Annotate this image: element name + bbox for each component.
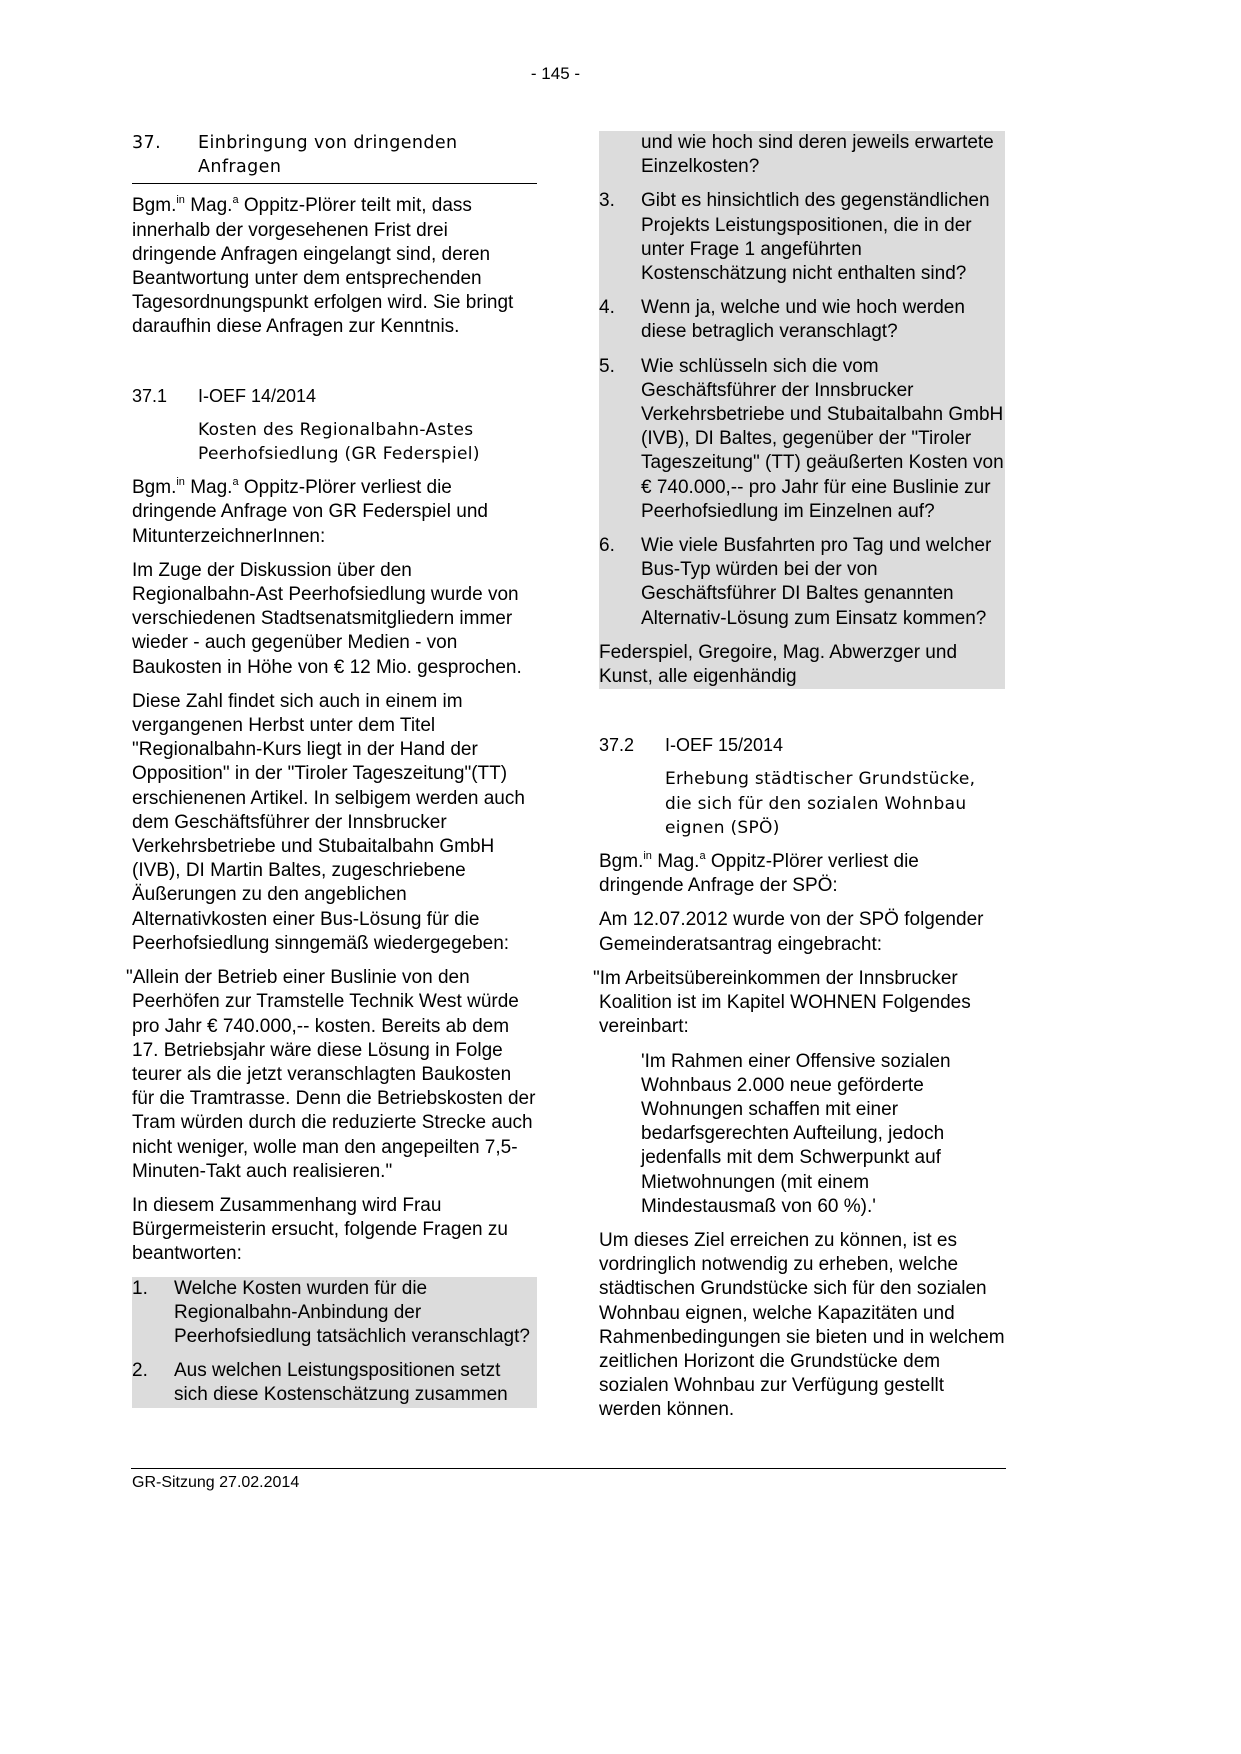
reading-paragraph-2: Bgm.$^{in}$ Mag.$^a$ Oppitz-Plörer verliest die dringende Anfrage der SPÖ: xyxy=(599,850,919,897)
question-item: 6. Wie viele Busfahrten pro Tag und welcher Bus-Typ würden bei der von Geschäftsführer DI Baltes genannten Alternativ-Lösung zum Einsatz kommen? xyxy=(599,535,992,629)
subsection-heading-37-2: 37.2 I-OEF 15/2014 xyxy=(599,735,784,756)
reading-paragraph-1: Bgm.$^{in}$ Mag.$^a$ Oppitz-Plörer verliest die dringende Anfrage von GR Federspiel und MitunterzeichnerInnen: xyxy=(132,476,488,547)
footer-text: GR-Sitzung 27.02.2014 xyxy=(132,1474,300,1491)
subsection-heading-37-1: 37.1 I-OEF 14/2014 xyxy=(132,385,317,406)
body-paragraph-5: Um dieses Ziel erreichen zu können, ist es vordringlich notwendig zu erheben, welche städtischen Grundstücke sich für den sozialen Wohnbau eignen, welche Kapazitäten und Rahmenbedingungen sie bieten und in welchem zeitlichen Horizont die Grundstücke dem sozialen Wohnbau zur Verfügung gestellt werden können. xyxy=(599,1229,1005,1421)
intro-paragraph: Bgm.$^{in}$ Mag.$^a$ Oppitz-Plörer teilt mit, dass innerhalb der vorgesehenen Frist drei dringende Anfragen eingelangt sind, deren Beantwortung unter dem entsprechenden Tagesordnungspunkt erfolgen wird. Sie bringt daraufhin diese Anfragen zur Kenntnis. xyxy=(132,194,514,338)
footer-rule xyxy=(131,1468,1006,1469)
section-title: Einbringung von dringenden Anfragen xyxy=(198,133,458,178)
inner-quote: 'Im Rahmen einer Offensive sozialen Wohnbaus 2.000 neue geförderte Wohnungen schaffen mit einer bedarfsgerechten Aufteilung, jedoch jedenfalls mit dem Schwerpunkt auf Mietwohnungen (mit einem Mindestausmaß von 60 %).' xyxy=(641,1050,951,1217)
page-number: - 145 - xyxy=(530,64,581,83)
question-item: 3. Gibt es hinsichtlich des gegenständlichen Projekts Leistungspositionen, die in der unter Frage 1 angeführten Kostenschätzung nicht enthalten sind? xyxy=(599,190,990,285)
question-item-continued: und wie hoch sind deren jeweils erwartete Einzelkosten? xyxy=(641,132,994,178)
subsection-title-37-1: Kosten des Regionalbahn-Astes Peerhofsiedlung (GR Federspiel) xyxy=(198,419,480,465)
quote-paragraph: "Allein der Betrieb einer Buslinie von den Peerhöfen zur Tramstelle Technik West würde pro Jahr € 740.000,-- kosten. Bereits ab dem 17. Betriebsjahr wäre diese Lösung in Folge teurer als die jetzt veranschlagten Baukosten für die Tramtrasse. Denn die Betriebskosten der Tram würden durch die reduzierte Strecke auch nicht weniger, wolle man den angepeilten 7,5-Minuten-Takt auch realisieren." xyxy=(126,967,536,1182)
body-paragraph-2: Diese Zahl findet sich auch in einem im vergangenen Herbst unter dem Titel "Regionalbahn-Kurs liegt in der Hand der Opposition" in der "Tiroler Tageszeitung"(TT) erschienenen Artikel. In selbigem werden auch dem Geschäftsführer der Innsbrucker Verkehrsbetriebe und Stubaitalbahn GmbH (IVB), DI Martin Baltes, zugeschriebene Äußerungen zu den angeblichen Alternativkosten einer Bus-Lösung für die Peerhofsiedlung sinngemäß wiedergegeben: xyxy=(132,690,525,954)
signatures: Federspiel, Gregoire, Mag. Abwerzger und Kunst, alle eigenhändig xyxy=(599,641,958,688)
question-item: 5. Wie schlüsseln sich die vom Geschäftsführer der Innsbrucker Verkehrsbetriebe und Stubaitalbahn GmbH (IVB), DI Baltes, gegenüber der "Tiroler Tageszeitung" (TT) geäußerten Kosten von € 740.000,-- pro Jahr für eine Buslinie zur Peerhofsiedlung im Einzelnen auf? xyxy=(599,355,1004,522)
question-item: 4. Wenn ja, welche und wie hoch werden diese betraglich veranschlagt? xyxy=(599,297,965,343)
body-paragraph-4: Am 12.07.2012 wurde von der SPÖ folgender Gemeinderatsantrag eingebracht: xyxy=(599,909,984,955)
section-heading xyxy=(132,131,537,184)
section-number: 37. xyxy=(132,133,162,153)
left-column xyxy=(126,131,537,1408)
question-block-left xyxy=(132,1277,537,1408)
right-column xyxy=(593,131,1005,1423)
body-paragraph-3: In diesem Zusammenhang wird Frau Bürgermeisterin ersucht, folgende Fragen zu beantworten: xyxy=(132,1194,508,1265)
subsection-title-37-2: Erhebung städtischer Grundstücke, die sich für den sozialen Wohnbau eignen (SPÖ) xyxy=(665,769,976,838)
question-block-right xyxy=(599,131,1005,689)
body-paragraph-1: Im Zuge der Diskussion über den Regionalbahn-Ast Peerhofsiedlung wurde von verschiedenen Stadtsenatsmitgliedern immer wieder - auch gegenüber Medien - von Baukosten in Höhe von € 12 Mio. gesprochen. xyxy=(132,559,522,678)
question-item: 1. Welche Kosten wurden für die Regionalbahn-Anbindung der Peerhofsiedlung tatsächlich veranschlagt? xyxy=(132,1277,530,1347)
question-item: 2. Aus welchen Leistungspositionen setzt sich diese Kostenschätzung zusammen xyxy=(132,1360,508,1406)
quote-paragraph-2: "Im Arbeitsübereinkommen der Innsbrucker Koalition ist im Kapitel WOHNEN Folgendes vereinbart: xyxy=(593,967,971,1038)
